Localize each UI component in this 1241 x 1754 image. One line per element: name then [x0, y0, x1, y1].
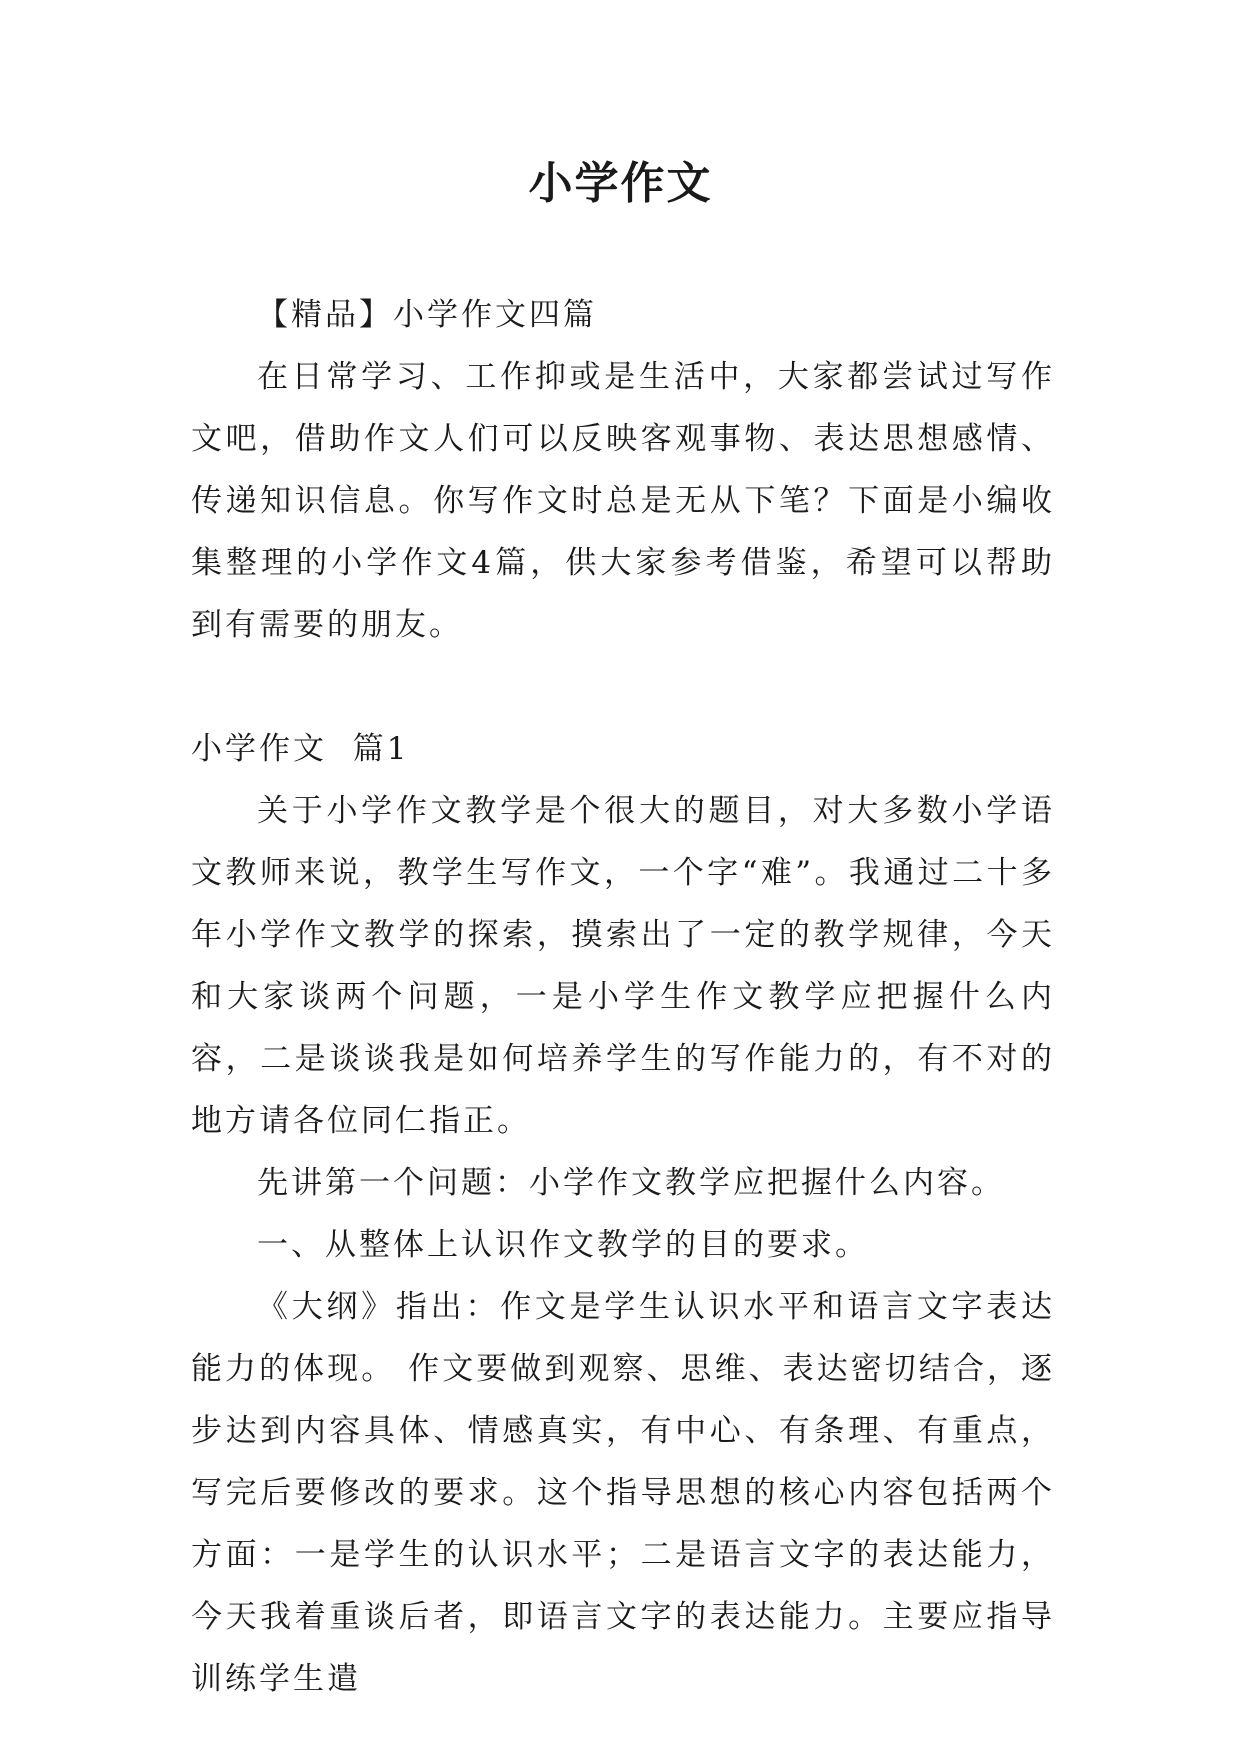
section-heading: 小学作文 篇1	[191, 731, 410, 767]
document-subtitle: 【精品】小学作文四篇	[257, 297, 597, 333]
section-paragraph: 《大纲》指出：作文是学生认识水平和语言文字表达能力的体现。 作文要做到观察、思维、表达密切结合，逐步达到内容具体、情感真实，有中心、有条理、有重点，写完后要修改的要求。这个指导思想的核心内容包括两个方面：一是学生的认识水平；二是语言文字的表达能力，今天我着重谈后者，即语言文字的表达能力。主要应指导训练学生遣	[191, 1289, 1055, 1697]
document-title: 小学作文	[528, 158, 713, 209]
intro-paragraph: 在日常学习、工作抑或是生活中，大家都尝试过写作文吧，借助作文人们可以反映客观事物、表达思想感情、传递知识信息。你写作文时总是无从下笔？下面是小编收集整理的小学作文4篇，供大家参考借鉴，希望可以帮助到有需要的朋友。	[191, 359, 1055, 643]
section-paragraph: 先讲第一个问题：小学作文教学应把握什么内容。	[257, 1165, 1005, 1201]
section-spacer	[191, 656, 1055, 718]
document-body	[191, 284, 1055, 1710]
section-paragraph: 一、从整体上认识作文教学的目的要求。	[257, 1227, 869, 1263]
section-paragraph: 关于小学作文教学是个很大的题目，对大多数小学语文教师来说，教学生写作文，一个字“难”。我通过二十多年小学作文教学的探索，摸索出了一定的教学规律，今天和大家谈两个问题，一是小学生作文教学应把握什么内容，二是谈谈我是如何培养学生的写作能力的，有不对的地方请各位同仁指正。	[191, 793, 1055, 1139]
